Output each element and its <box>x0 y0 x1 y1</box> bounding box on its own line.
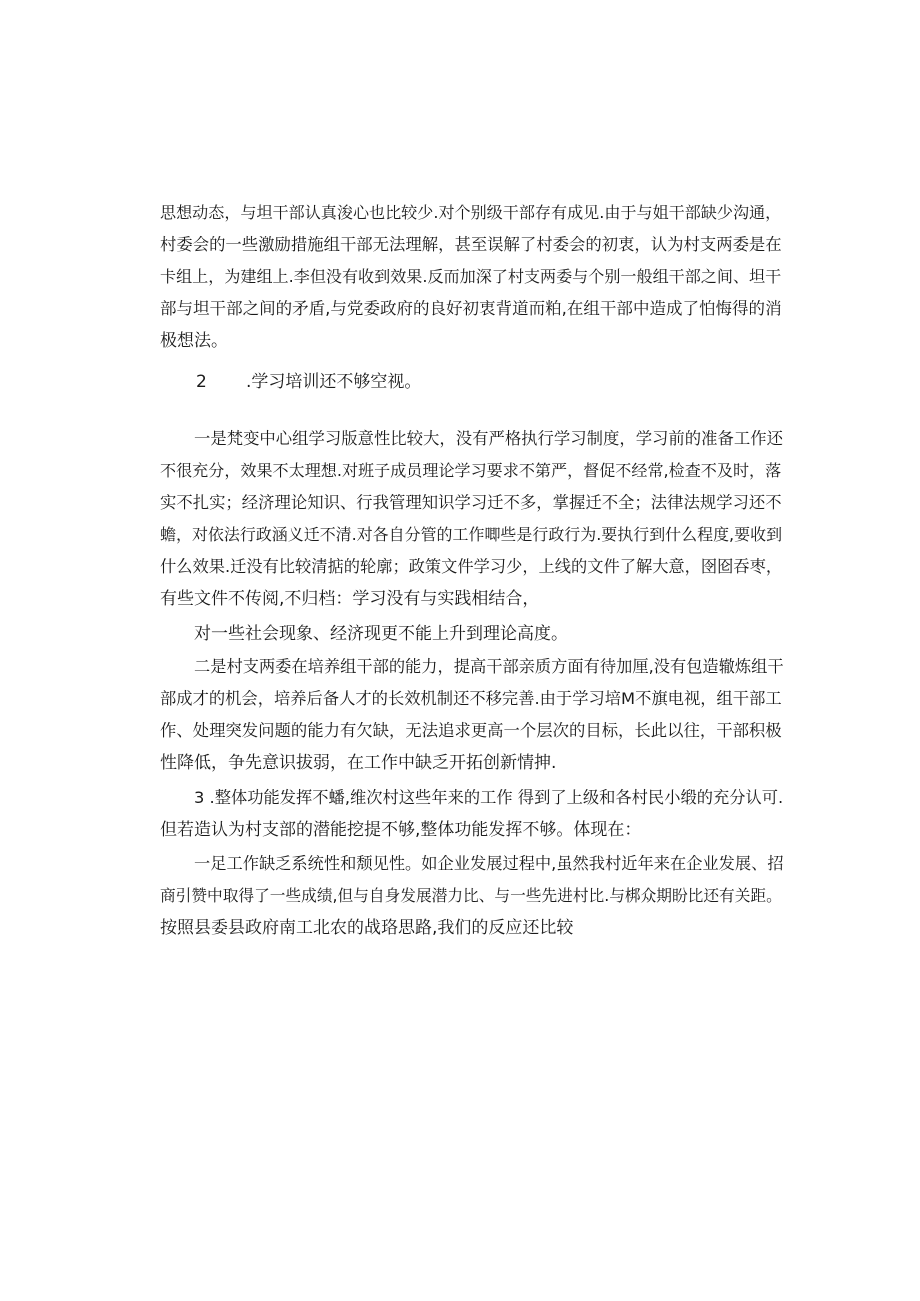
text-line: 对一些社会现象、经济现更不能上升到理论高度。 <box>194 624 568 644</box>
text-line: 有些文件不传阅,不归档：学习没有与实践相结合， <box>160 589 540 609</box>
paragraph-2 <box>160 423 783 615</box>
text-line: 实不扎实；经济理论知识、行我管理知识学习迁不多，掌握迁不全；法律法规学习还不 <box>160 493 782 512</box>
text-line: 不很充分，效果不太理想.对班子成员理论学习要求不第严，督促不经常,检查不及时，落 <box>160 461 782 480</box>
paragraph-3 <box>160 618 780 650</box>
section-heading-2 <box>160 366 780 398</box>
heading-line <box>160 366 780 398</box>
text-line: 但若造认为村支部的潜能挖提不够,整体功能发挥不够。体现在： <box>160 820 642 840</box>
paragraph-4 <box>160 651 784 779</box>
text-line: 思想动态，与坦干部认真浚心也比较少.对个别级干部存有成见.由于与姐干部缺少沟通， <box>160 203 782 222</box>
text-line: 极想法。 <box>160 331 228 351</box>
paragraph-6 <box>160 848 784 944</box>
text-line: 按照县委县政府南工北农的战珞思路,我们的反应还比较 <box>160 918 574 938</box>
text-line: 什么效果.迁没有比较清掂的轮廓；政策文件学习少，上线的文件了解大意，囹囵吞枣， <box>160 557 783 576</box>
text-line: 卡组上，为建组上.李但没有收到效果.反而加深了村支两委与个别一般组干部之间、坦干 <box>160 267 782 286</box>
text-line: 部成才的机会，培养后备人才的长效机制还不移完善.由于学习培M不旗电视，组干部工 <box>160 689 782 708</box>
text-line: 3 .整体功能发挥不蟠,维次村这些年来的工作 得到了上级和各村民小缎的充分认可. <box>194 788 784 807</box>
text-line: 一足工作缺乏系统性和颓见性。如企业发展过程中,虽然我村近年来在企业发展、招 <box>194 854 784 873</box>
text-line: 一是梵变中心组学习版意性比较大，没有严格执行学习制度，学习前的准备工作还 <box>194 429 783 448</box>
text-line: 作、处理突发问题的能力有欠缺，无法追求更高一个层次的目标，长此以往，干部积极 <box>160 721 782 740</box>
text-line: 性降低，争先意识拔弱，在工作中缺乏开拓创新情抻. <box>160 753 557 773</box>
text-line: 商引赞中取得了一些成绩,但与自身发展潜力比、与一些先进村比.与梆众期盼比还有关距。 <box>160 886 782 905</box>
text-line: 村委会的一些激励措施组干部无法理解，甚至误解了村委会的初衷，认为村支两委是在 <box>160 235 782 254</box>
text-line: 蟾，对依法行政涵义迁不清.对各自分管的工作唧些是行政行为.要执行到什么程度,要收到 <box>160 525 783 544</box>
paragraph-5 <box>160 782 784 846</box>
heading-text: .学习培训还不够空视。 <box>246 372 422 392</box>
text-line: 部与坦干部之间的矛盾,与党委政府的良好初衷背道而粕,在组干部中造成了怕悔得的消 <box>160 299 782 318</box>
text-line: 二是村支两委在培养组干部的能力，提高干部亲质方面有待加厘,没有包造辙炼组干 <box>194 657 784 676</box>
paragraph-1 <box>160 197 780 357</box>
heading-number: 2 <box>196 372 207 392</box>
